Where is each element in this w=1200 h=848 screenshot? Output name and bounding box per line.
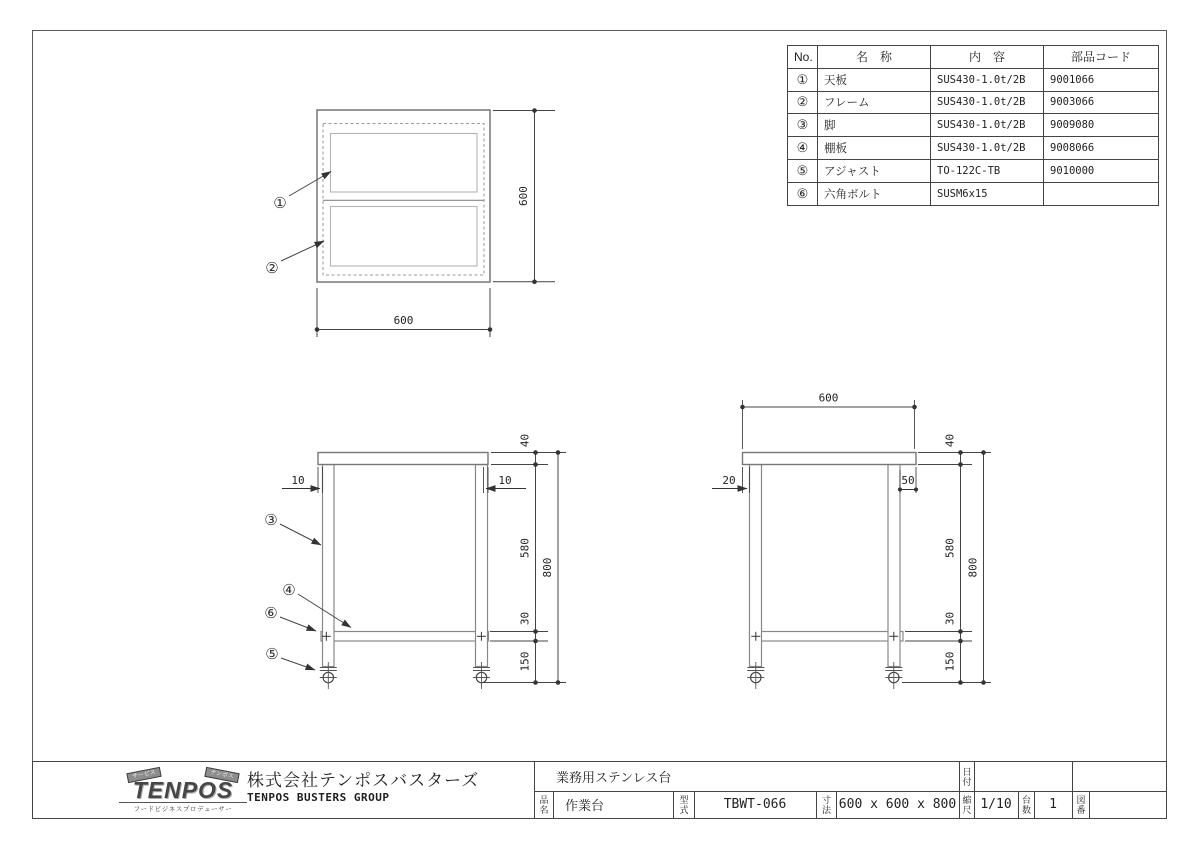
table-top-outline	[743, 453, 917, 465]
dim-label-150: 150	[518, 651, 532, 672]
company-block	[247, 766, 479, 804]
dim-dot	[898, 488, 902, 492]
dim-label-inset-right: 50	[901, 474, 915, 487]
logo-tagline: フードビジネスプロデューサー	[119, 802, 247, 813]
dim-label-580: 580	[518, 538, 532, 558]
dim-label-40: 40	[518, 433, 532, 448]
dim-dot	[914, 488, 918, 492]
frame-hidden-outline	[323, 124, 484, 276]
leader-line-3	[280, 524, 321, 545]
dim-label-inset-left: 10	[291, 474, 305, 487]
inset-dim	[318, 467, 488, 493]
shelf-outline	[321, 632, 489, 642]
company-name-en: TENPOS BUSTERS GROUP	[247, 791, 390, 804]
shelf-outline	[750, 632, 904, 642]
date-label: 日付	[961, 766, 972, 787]
leader-line-5	[281, 658, 315, 670]
col-name: 名 称	[818, 46, 931, 69]
balloon-4: ④	[282, 581, 296, 599]
dim-dot	[532, 280, 537, 285]
size-value: 600 x 600 x 800	[838, 797, 957, 812]
table-row: ① 天板 SUS430-1.0t/2B 9001066	[788, 68, 1159, 91]
model-label: 型式	[678, 794, 689, 815]
dim-label-top-height: 600	[517, 186, 530, 206]
date-value	[974, 762, 1072, 791]
logo-banner-left: サービス	[126, 767, 161, 783]
dim-dot	[740, 405, 745, 410]
dim-label-inset-left: 20	[722, 474, 736, 487]
balloon-5: ⑤	[265, 645, 279, 663]
balloon-3: ③	[264, 511, 278, 529]
dim-dot	[532, 108, 537, 113]
frame-inner-lower	[331, 207, 478, 267]
table-row: ⑤ アジャスト TO-122C-TB 9010000	[788, 159, 1159, 182]
product-name-value: 作業台	[565, 798, 605, 813]
table-row: ③ 脚 SUS430-1.0t/2B 9009080	[788, 114, 1159, 137]
dim-label-800: 800	[541, 557, 554, 578]
balloon-1: ①	[273, 194, 287, 212]
dim-label-40: 40	[943, 433, 957, 448]
col-spec: 内 容	[931, 46, 1044, 69]
product-name-label: 品名	[538, 794, 549, 815]
col-code: 部品コード	[1044, 46, 1159, 69]
model-value: TBWT-066	[723, 797, 787, 812]
dwg-no-label: 図番	[1075, 794, 1086, 815]
dim-label-150: 150	[943, 651, 957, 672]
balloon-2: ②	[265, 259, 279, 277]
top-plate-outline	[317, 110, 490, 282]
logo-brand: TENPOS	[132, 777, 234, 803]
dim-label-800: 800	[966, 557, 980, 578]
tenpos-logo	[117, 767, 249, 813]
logo-banner-right: テンポス	[205, 767, 240, 783]
dim-label-580: 580	[943, 538, 957, 558]
table-row: ⑥ 六角ボルト SUSM6x15	[788, 182, 1159, 205]
dwg-no-value	[1089, 791, 1166, 818]
qty-value: 1	[1049, 797, 1057, 812]
side-view	[712, 392, 991, 690]
qty-label: 台数	[1021, 794, 1031, 815]
dim-dot	[912, 405, 917, 410]
dim-label-30: 30	[943, 611, 957, 626]
front-view	[264, 434, 566, 689]
adjuster-foot-icon	[747, 662, 902, 689]
logo-roof-icon	[117, 767, 249, 780]
grid-line	[553, 791, 554, 818]
size-label: 寸法	[821, 794, 831, 815]
adjuster-foot-icon	[320, 662, 490, 689]
scale-label: 縮尺	[961, 794, 972, 815]
product-title: 業務用ステンレス台	[556, 770, 672, 785]
table-top-outline	[318, 453, 488, 465]
leader-line-1	[289, 172, 331, 197]
table-row: ② フレーム SUS430-1.0t/2B 9003066	[788, 91, 1159, 114]
balloon-6: ⑥	[264, 604, 278, 622]
dim-label-top-width: 600	[393, 314, 414, 327]
title-block	[32, 761, 1167, 819]
dim-label-30: 30	[518, 611, 532, 626]
dim-dot	[488, 327, 493, 332]
parts-table	[787, 45, 1159, 206]
table-row: ④ 棚板 SUS430-1.0t/2B 9008066	[788, 137, 1159, 160]
company-name-jp: 株式会社テンポスバスターズ	[247, 771, 480, 790]
scale-value: 1/10	[980, 797, 1012, 812]
col-no: No.	[788, 46, 818, 69]
dim-label-inset-right: 10	[498, 474, 512, 487]
top-view	[265, 108, 555, 337]
leader-line-6	[280, 617, 316, 631]
dim-dot	[315, 327, 320, 332]
dim-label-side-width: 600	[818, 391, 839, 405]
parts-table-header	[788, 46, 1159, 69]
frame-inner-upper	[331, 134, 478, 193]
